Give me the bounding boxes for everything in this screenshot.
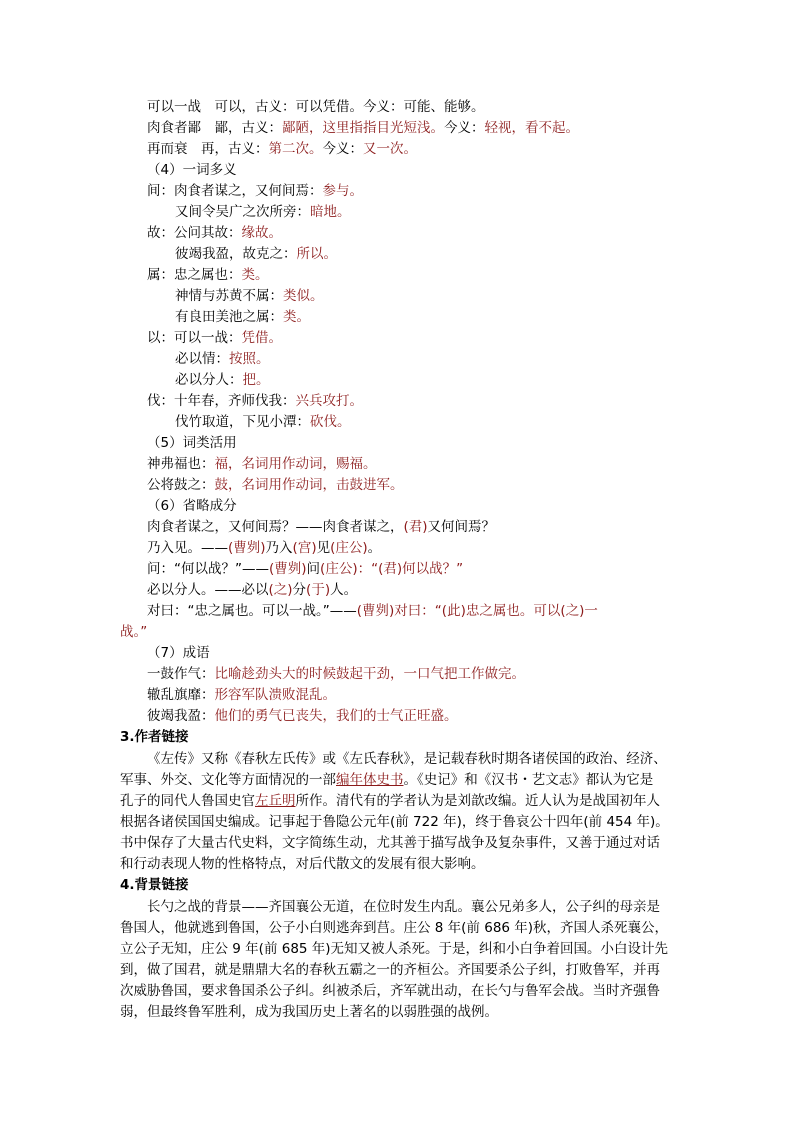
paragraph-text: 《左传》又称《春秋左氏传》或《左氏春秋》，是记载春秋时期各诸侯国的政治、经济、 [147,751,667,767]
line-answer: (庄公) [330,540,368,556]
line-answer: 第二次。 [268,141,323,157]
line-answer: ：“ [357,561,379,577]
text-line [147,454,377,474]
section-title: 3.作者链接 [120,729,189,745]
paragraph-line [120,1002,498,1022]
line-text: 以：可以一战： [147,330,242,346]
line-text: 神情与苏黄不属： [175,288,283,304]
line-text: 又何间焉？ [427,519,496,535]
subheading [147,496,237,516]
line-answer: 参与。 [322,183,363,199]
line-text: 伐：十年春，齐师伐我： [147,393,296,409]
text-line [147,139,417,159]
paragraph-line [120,981,660,1001]
paragraph-line [120,918,668,938]
line-answer: 类似。 [283,288,324,304]
text-line [175,412,351,432]
line-answer: (于) [306,582,331,598]
line-answer: 何以战？” [402,561,464,577]
line-answer: 又一次。 [363,141,417,157]
line-answer: (君) [403,519,428,535]
line-answer: 对曰：“ [394,603,442,619]
text-line [147,118,579,138]
line-answer: 一 [584,603,598,619]
paragraph-text: 到，做了国君，就是鼎鼎大名的春秋五霸之一的齐桓公。齐国要杀公子纠，打败鲁军，并再 [120,962,660,978]
line-text: 又间令吴广之次所旁： [175,204,310,220]
subheading-text: （7）成语 [147,645,210,661]
line-answer: (曹刿) [228,540,266,556]
section-title: 4.背景链接 [120,877,189,893]
subheading [147,433,237,453]
line-text: 分 [292,582,307,598]
line-text: 有良田美池之属： [175,309,283,325]
text-line [147,538,381,558]
line-text: 彼竭我盈： [147,708,215,724]
line-text: 对曰：“忠之属也。可以一战。”—— [147,603,357,619]
paragraph-line [147,897,660,917]
line-answer: 战。” [120,624,148,640]
paragraph-text: 和行动表现人物的性格特点，对后代散文的发展有很大影响。 [120,856,485,872]
line-text: 问：“何以战？”—— [147,561,269,577]
line-text: 人。 [330,582,358,598]
line-answer: 鼓，名词用作动词，击鼓进军。 [214,477,404,493]
text-line [120,622,147,642]
hyperlink-zuoqiuming[interactable]: 左丘明 [255,793,296,809]
line-answer: 按照。 [229,351,270,367]
text-line [147,580,357,600]
paragraph-line [120,833,660,853]
line-text: 再而衰 再，古义： [147,141,269,157]
line-answer: 他们的勇气已丧失，我们的士气正旺盛。 [214,708,458,724]
line-text: 问 [306,561,321,577]
text-line [175,202,351,222]
text-line [175,370,270,390]
line-text: 公将鼓之： [147,477,215,493]
line-answer: 比喻趁劲头大的时候鼓起干劲，一口气把工作做完。 [214,666,525,682]
subheading [147,160,237,180]
line-text: 今义： [322,141,363,157]
paragraph-line [147,749,667,769]
line-text: 必以分人。——必以 [147,582,269,598]
text-line [175,244,337,264]
line-answer: (庄公) [320,561,358,577]
text-line [175,307,310,327]
text-line [147,559,463,579]
line-answer: 忠之属也。可以 [465,603,561,619]
line-answer: (曹刿) [356,603,395,619]
paragraph-line [120,812,669,832]
line-answer: (之) [268,582,293,598]
paragraph-text: 立公子无知，庄公 9 年(前 685 年)无知又被人杀死。于是，纠和小白争着回国。小白设计先 [120,941,669,957]
line-text: 一鼓作气： [147,666,215,682]
section-heading [120,727,189,747]
text-line [147,328,282,348]
paragraph-text: 书中保存了大量古代史料，文字简练生动，尤其善于描写战争及复杂事件，又善于通过对话 [120,835,660,851]
paragraph-text: 孔子的同代人鲁国史官 [120,793,255,809]
line-answer: 鄙陋，这里指指目光短浅。 [282,120,444,136]
line-text: 伐竹取道，下见小潭： [175,414,310,430]
text-line [147,223,282,243]
hyperlink-biannianti[interactable]: 编年体史书 [336,772,404,788]
line-text: 间：肉食者谋之，又何间焉： [147,183,323,199]
paragraph-line [120,960,660,980]
paragraph-text: 次威胁鲁国，要求鲁国杀公子纠。纠被杀后，齐军就出动，在长勺与鲁军会战。当时齐强鲁 [120,983,660,999]
line-answer: 轻视，看不起。 [484,120,579,136]
line-answer: (之) [560,603,585,619]
line-text: 彼竭我盈，故克之： [175,246,297,262]
text-line [147,265,269,285]
paragraph-text: 弱，但最终鲁军胜利，成为我国历史上著名的以弱胜强的战例。 [120,1004,498,1020]
line-text: 肉食者鄙 鄙，古义： [147,120,282,136]
paragraph-text: 军事、外交、文化等方面情况的一部 [120,772,336,788]
text-line [147,601,598,621]
paragraph-text: 。《史记》和《汉书・艺文志》都认为它是 [403,772,654,788]
paragraph-line [120,939,668,959]
text-line [147,706,458,726]
line-text: 肉食者谋之，又何间焉？——肉食者谋之， [147,519,404,535]
line-text: 神弗福也： [147,456,215,472]
line-text: 辙乱旗靡： [147,687,215,703]
paragraph-line [120,791,660,811]
line-answer: 所以。 [296,246,337,262]
text-line [147,181,363,201]
line-answer: 暗地。 [310,204,351,220]
text-line [175,286,324,306]
paragraph-text: 根据各诸侯国国史编成。记事起于鲁隐公元年(前 722 年)，终于鲁哀公十四年(前 454 年)。 [120,814,669,830]
line-text: 故：公问其故： [147,225,242,241]
paragraph-text: 鲁国人，他就逃到鲁国，公子小白则逃奔到莒。庄公 8 年(前 686 年)秋，齐国人杀死襄公， [120,920,669,936]
line-answer: 凭借。 [241,330,282,346]
line-text: 乃入见。—— [147,540,228,556]
line-answer: (宫) [292,540,317,556]
line-answer: 福，名词用作动词，赐福。 [214,456,377,472]
text-line [147,391,363,411]
line-answer: 缘故。 [241,225,282,241]
subheading-text: （6）省略成分 [147,498,237,514]
text-line [147,475,404,495]
line-answer: (君) [378,561,403,577]
paragraph-text: 所作。清代有的学者认为是刘歆改编。近人认为是战国初年人 [295,793,660,809]
section-heading [120,875,189,895]
line-answer: 兴兵攻打。 [295,393,363,409]
line-text: 见 [316,540,331,556]
text-line [175,349,270,369]
line-text: 可以一战 可以，古义：可以凭借。今义：可能、能够。 [147,99,485,115]
line-text: 。 [367,540,382,556]
line-answer: 形容军队溃败混乱。 [214,687,336,703]
line-text: 属：忠之属也： [147,267,242,283]
subheading-text: （4）一词多义 [147,162,237,178]
paragraph-line [120,854,485,874]
text-line [147,664,525,684]
line-answer: 把。 [242,372,270,388]
line-answer: 类。 [283,309,310,325]
subheading-text: （5）词类活用 [147,435,237,451]
subheading [147,643,210,663]
text-line [147,517,495,537]
line-answer: 砍伐。 [310,414,351,430]
line-text: 必以分人： [175,372,243,388]
line-answer: (曹刿) [269,561,307,577]
text-line [147,97,485,117]
line-text: 必以情： [175,351,229,367]
line-answer: 类。 [241,267,269,283]
paragraph-text: 长勺之战的背景——齐国襄公无道，在位时发生内乱。襄公兄弟多人，公子纠的母亲是 [147,899,660,915]
text-line [147,685,336,705]
line-text: 乃入 [265,540,293,556]
line-answer: (此) [441,603,466,619]
line-text: 今义： [444,120,485,136]
paragraph-line [120,770,653,790]
